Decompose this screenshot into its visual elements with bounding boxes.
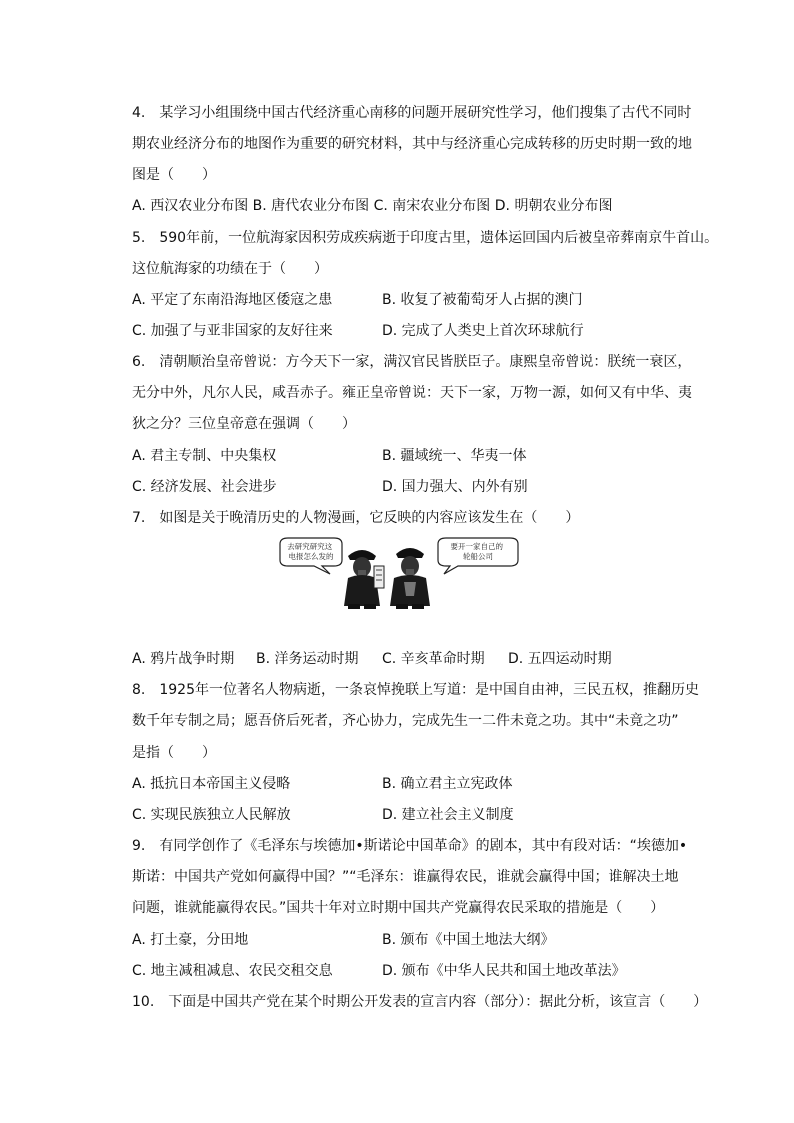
question-8-text-line-1: 8. 1925年一位著名人物病逝，一条哀悼挽联上写道：是中国自由神，三民五权，推翻历史 bbox=[132, 682, 699, 698]
question-9-text-line-3: 问题，谁就能赢得农民。”国共十年对立时期中国共产党赢得农民采取的措施是（ ） bbox=[132, 900, 665, 916]
question-8-option-a: A. 抵抗日本帝国主义侵略 bbox=[132, 776, 291, 792]
qing-official-figure-right bbox=[390, 548, 430, 609]
question-6-option-d: D. 国力强大、内外有别 bbox=[382, 479, 528, 495]
question-9-option-a: A. 打土豪，分田地 bbox=[132, 932, 249, 948]
cartoon-figure bbox=[278, 536, 521, 611]
question-9-option-b: B. 颁布《中国土地法大纲》 bbox=[382, 932, 555, 948]
speech-bubble-text: 电报怎么发的 bbox=[288, 552, 334, 561]
question-5-option-c: C. 加强了与亚非国家的友好往来 bbox=[132, 323, 333, 339]
question-8-text-line-2: 数千年专制之局；愿吾侪后死者，齐心协力，完成先生一二件未竟之功。其中“未竟之功” bbox=[132, 713, 679, 729]
question-8-option-c: C. 实现民族独立人民解放 bbox=[132, 807, 291, 823]
question-6-text-line-2: 无分中外，凡尔人民，咸吾赤子。雍正皇帝曾说：天下一家，万物一源，如何又有中华、夷 bbox=[132, 385, 692, 401]
question-8-option-d: D. 建立社会主义制度 bbox=[382, 807, 514, 823]
question-4-text-line-3: 图是（ ） bbox=[132, 167, 216, 183]
question-8-option-b: B. 确立君主立宪政体 bbox=[382, 776, 513, 792]
question-8-text-line-3: 是指（ ） bbox=[132, 745, 216, 761]
speech-bubble-text: 去研究研究这 bbox=[287, 542, 333, 551]
speech-bubble-right bbox=[438, 538, 518, 574]
question-10-text-line-1: 10. 下面是中国共产党在某个时期公开发表的宣言内容（部分）：据此分析，该宣言（ ） bbox=[132, 994, 708, 1010]
question-9-option-c: C. 地主减租减息、农民交租交息 bbox=[132, 963, 333, 979]
question-5-option-b: B. 收复了被葡萄牙人占据的澳门 bbox=[382, 292, 583, 308]
question-5-option-d: D. 完成了人类史上首次环球航行 bbox=[382, 323, 584, 339]
qing-official-figure-left bbox=[344, 550, 384, 609]
question-6-option-a: A. 君主专制、中央集权 bbox=[132, 448, 277, 464]
question-7-text-line-1: 7. 如图是关于晚清历史的人物漫画，它反映的内容应该发生在（ ） bbox=[132, 510, 580, 526]
speech-bubble-text: 要开一家自己的 bbox=[450, 542, 504, 551]
question-9-text-line-2: 斯诺：中国共产党如何赢得中国？”“毛泽东：谁赢得农民，谁就会赢得中国；谁解决土地 bbox=[132, 869, 679, 885]
question-7-option-d: D. 五四运动时期 bbox=[508, 651, 612, 667]
question-7-option-c: C. 辛亥革命时期 bbox=[382, 651, 485, 667]
question-7-option-b: B. 洋务运动时期 bbox=[256, 651, 359, 667]
question-7-option-a: A. 鸦片战争时期 bbox=[132, 651, 235, 667]
speech-bubble-left bbox=[280, 538, 342, 574]
question-6-text-line-3: 狄之分？三位皇帝意在强调（ ） bbox=[132, 416, 356, 432]
speech-bubble-text: 轮船公司 bbox=[463, 552, 493, 561]
question-5-text-line-1: 5. 590年前，一位航海家因积劳成疾病逝于印度古里，遗体运回国内后被皇帝葬南京牛首山。 bbox=[132, 230, 719, 246]
question-4-options: A. 西汉农业分布图 B. 唐代农业分布图 C. 南宋农业分布图 D. 明朝农业分布图 bbox=[132, 198, 613, 214]
question-6-option-c: C. 经济发展、社会进步 bbox=[132, 479, 277, 495]
question-5-text-line-2: 这位航海家的功绩在于（ ） bbox=[132, 261, 328, 277]
question-9-text-line-1: 9. 有同学创作了《毛泽东与埃德加•斯诺论中国革命》的剧本，其中有段对话：“埃德加• bbox=[132, 838, 688, 854]
question-6-text-line-1: 6. 清朝顺治皇帝曾说：方今天下一家，满汉官民皆朕臣子。康熙皇帝曾说：朕统一衰区， bbox=[132, 354, 692, 370]
question-5-option-a: A. 平定了东南沿海地区倭寇之患 bbox=[132, 292, 333, 308]
question-4-text-line-2: 期农业经济分布的地图作为重要的研究材料，其中与经济重心完成转移的历史时期一致的地 bbox=[132, 136, 692, 152]
question-4-text-line-1: 4. 某学习小组围绕中国古代经济重心南移的问题开展研究性学习，他们搜集了古代不同时 bbox=[132, 105, 692, 121]
question-6-option-b: B. 疆域统一、华夷一体 bbox=[382, 448, 527, 464]
question-9-option-d: D. 颁布《中华人民共和国土地改革法》 bbox=[382, 963, 626, 979]
